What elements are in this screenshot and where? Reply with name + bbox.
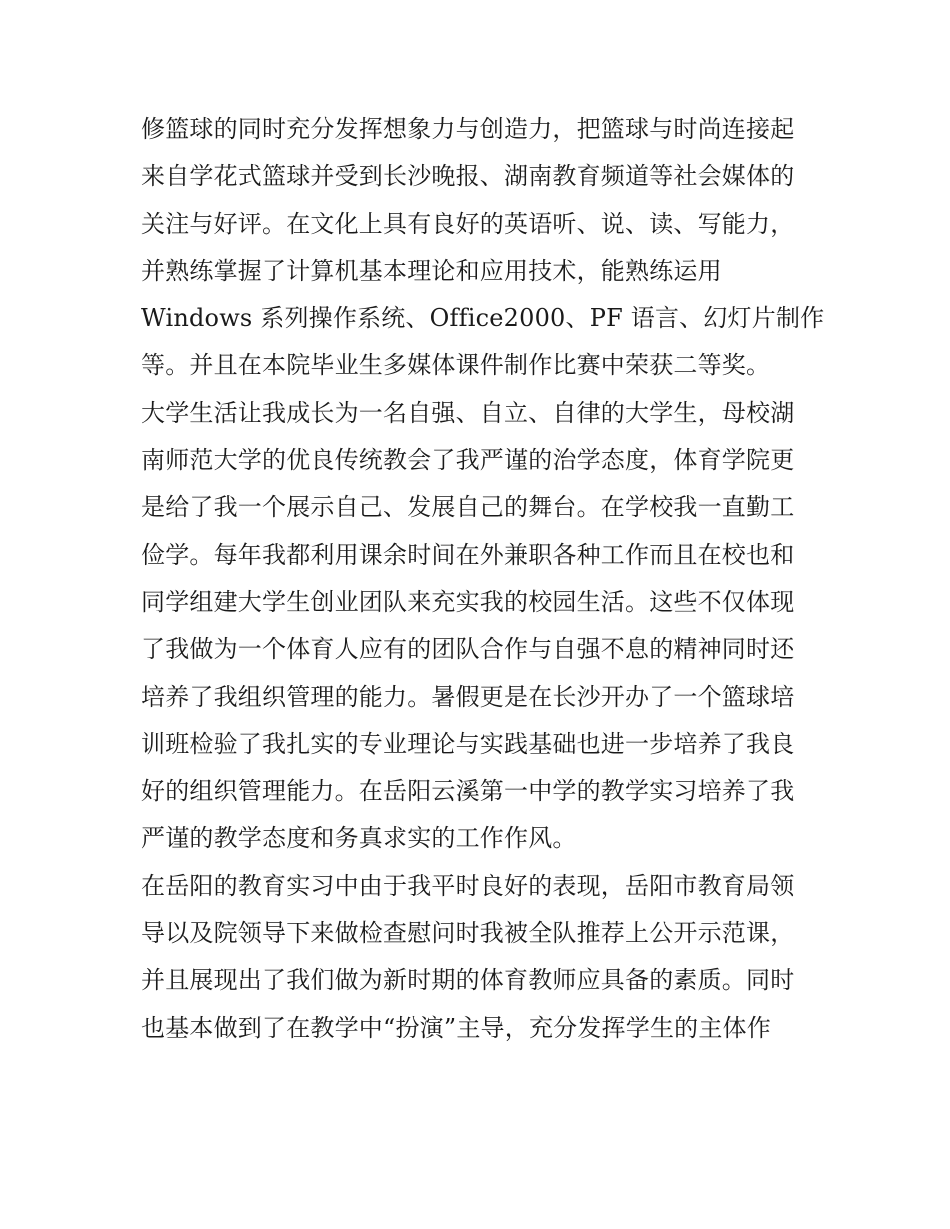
text-line: 大学生活让我成长为一名自强、自立、自律的大学生，母校湖 bbox=[141, 398, 795, 427]
text-line: 导以及院领导下来做检查慰问时我被全队推荐上公开示范课， bbox=[141, 919, 795, 948]
text-line: 南师范大学的优良传统教会了我严谨的治学态度，体育学院更 bbox=[141, 446, 795, 475]
text-line: 等。并且在本院毕业生多媒体课件制作比赛中荣获二等奖。 bbox=[141, 351, 771, 380]
text-line: 好的组织管理能力。在岳阳云溪第一中学的教学实习培养了我 bbox=[141, 777, 795, 806]
document-body bbox=[141, 106, 825, 1052]
text-line: 关注与好评。在文化上具有良好的英语听、说、读、写能力， bbox=[141, 209, 795, 238]
text-line: 在岳阳的教育实习中由于我平时良好的表现，岳阳市教育局领 bbox=[141, 871, 795, 900]
text-line: Windows 系列操作系统、Office2000、PF 语言、幻灯片制作 bbox=[141, 304, 825, 333]
text-line: 俭学。每年我都利用课余时间在外兼职各种工作而且在校也和 bbox=[141, 540, 795, 569]
text-line: 同学组建大学生创业团队来充实我的校园生活。这些不仅体现 bbox=[141, 587, 795, 616]
text-line: 并且展现出了我们做为新时期的体育教师应具备的素质。同时 bbox=[141, 966, 795, 995]
text-line: 是给了我一个展示自己、发展自己的舞台。在学校我一直勤工 bbox=[141, 493, 795, 522]
text-line: 了我做为一个体育人应有的团队合作与自强不息的精神同时还 bbox=[141, 635, 795, 664]
text-line: 并熟练掌握了计算机基本理论和应用技术，能熟练运用 bbox=[141, 256, 722, 285]
text-line: 培养了我组织管理的能力。暑假更是在长沙开办了一个篮球培 bbox=[141, 682, 795, 711]
text-line: 来自学花式篮球并受到长沙晚报、湖南教育频道等社会媒体的 bbox=[141, 162, 795, 191]
text-line: 严谨的教学态度和务真求实的工作作风。 bbox=[141, 824, 577, 853]
text-line: 训班检验了我扎实的专业理论与实践基础也进一步培养了我良 bbox=[141, 729, 795, 758]
text-line: 修篮球的同时充分发挥想象力与创造力，把篮球与时尚连接起 bbox=[141, 115, 795, 143]
text-line: 也基本做到了在教学中“扮演”主导，充分发挥学生的主体作 bbox=[141, 1013, 771, 1042]
